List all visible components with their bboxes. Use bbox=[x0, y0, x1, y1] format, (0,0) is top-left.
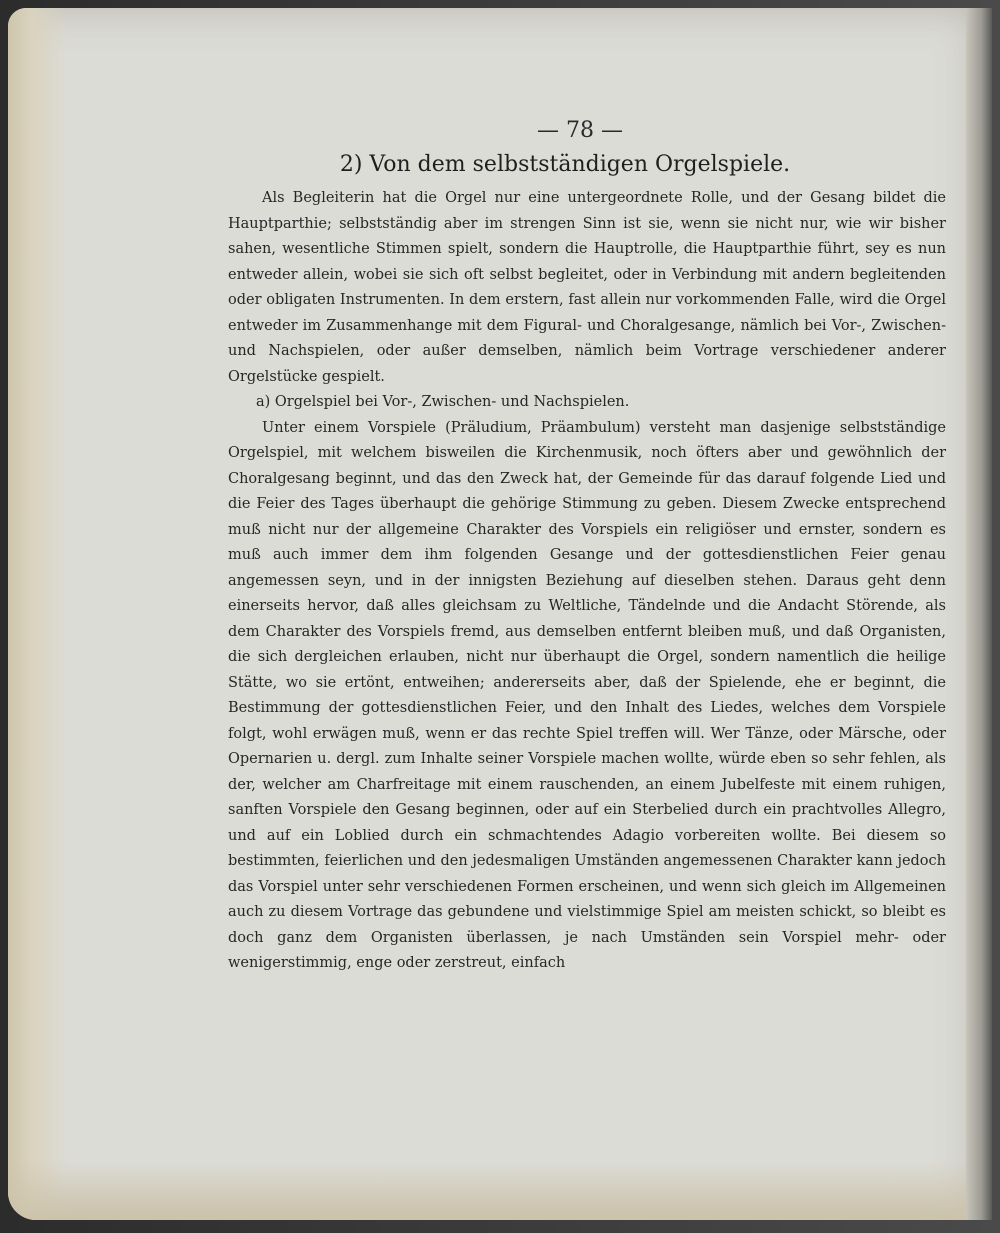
body-text bbox=[228, 186, 946, 977]
worn-left-edge bbox=[8, 8, 68, 1220]
paragraph-2: Unter einem Vorspiele (Präludium, Präambulum) versteht man dasjenige selbstständige Orgelspiel, mit welchem bisweilen die Kirchenmusik, noch öfters aber und gewöhnlich der Choralgesang beginnt, und das den Zweck hat, der Gemeinde für das darauf folgende Lied und die Feier des Tages überhaupt die gehörige Stimmung zu geben. Diesem Zwecke entsprechend muß nicht nur der allgemeine Charakter des Vorspiels ein religiöser und ernster, sondern es muß auch immer dem ihm folgenden Gesange und der gottesdienstlichen Feier genau angemessen seyn, und in der innigsten Beziehung auf dieselben stehen. Daraus geht denn einerseits hervor, daß alles gleichsam zu Weltliche, Tändelnde und die Andacht Störende, als dem Charakter des Vorspiels fremd, aus demselben entfernt bleiben muß, und daß Organisten, die sich dergleichen erlauben, nicht nur überhaupt die Orgel, sondern namentlich die heilige Stätte, wo sie ertönt, entweihen; andererseits aber, daß der Spielende, ehe er beginnt, die Bestimmung der gottesdienstlichen Feier, und den Inhalt des Liedes, welches dem Vorspiele folgt, wohl erwägen muß, wenn er das rechte Spiel treffen will. Wer Tänze, oder Märsche, oder Opernarien u. dergl. zum Inhalte seiner Vorspiele machen wollte, würde eben so sehr fehlen, als der, welcher am Charfreitage mit einem rauschenden, an einem Jubelfeste mit einem ruhigen, sanften Vorspiele den Gesang beginnen, oder auf ein Sterbelied durch ein prachtvolles Allegro, und auf ein Loblied durch ein schmachtendes Adagio vorbereiten wollte. Bei diesem so bestimmten, feierlichen und den jedesmaligen Umständen angemessenen Charakter kann jedoch das Vorspiel unter sehr verschiedenen Formen erscheinen, und wenn sich gleich im Allgemeinen auch zu diesem Vortrage das gebundene und vielstimmige Spiel am meisten schickt, so bleibt es doch ganz dem Organisten überlassen, je nach Umständen sein Vorspiel mehr- oder wenigerstimmig, enge oder zerstreut, einfach bbox=[228, 419, 946, 971]
worn-bottom-edge bbox=[8, 1160, 976, 1220]
subsection-heading: a) Orgelspiel bei Vor-, Zwischen- und Nachspielen. bbox=[256, 394, 630, 410]
paragraph-1: Als Begleiterin hat die Orgel nur eine untergeordnete Rolle, und der Gesang bildet die Hauptparthie; selbstständig aber im strengen Sinn ist sie, wenn sie nicht nur, wie wir bisher sahen, wesentliche Stimmen spielt, sondern die Hauptrolle, die Hauptparthie führt, sey es nun entweder allein, wobei sie sich oft selbst begleitet, oder in Verbindung mit andern begleitenden oder obligaten Instrumenten. In dem erstern, fast allein nur vorkommenden Falle, wird die Orgel entweder im Zusammenhange mit dem Figural- und Choralgesange, nämlich bei Vor-, Zwischen- und Nachspielen, oder außer demselben, nämlich beim Vortrage verschiedener anderer Orgelstücke gespielt. bbox=[228, 190, 946, 385]
page-number: — 78 — bbox=[537, 118, 623, 143]
section-heading: 2) Von dem selbstständigen Orgelspiele. bbox=[339, 152, 791, 177]
book-spine-shadow bbox=[966, 8, 992, 1220]
